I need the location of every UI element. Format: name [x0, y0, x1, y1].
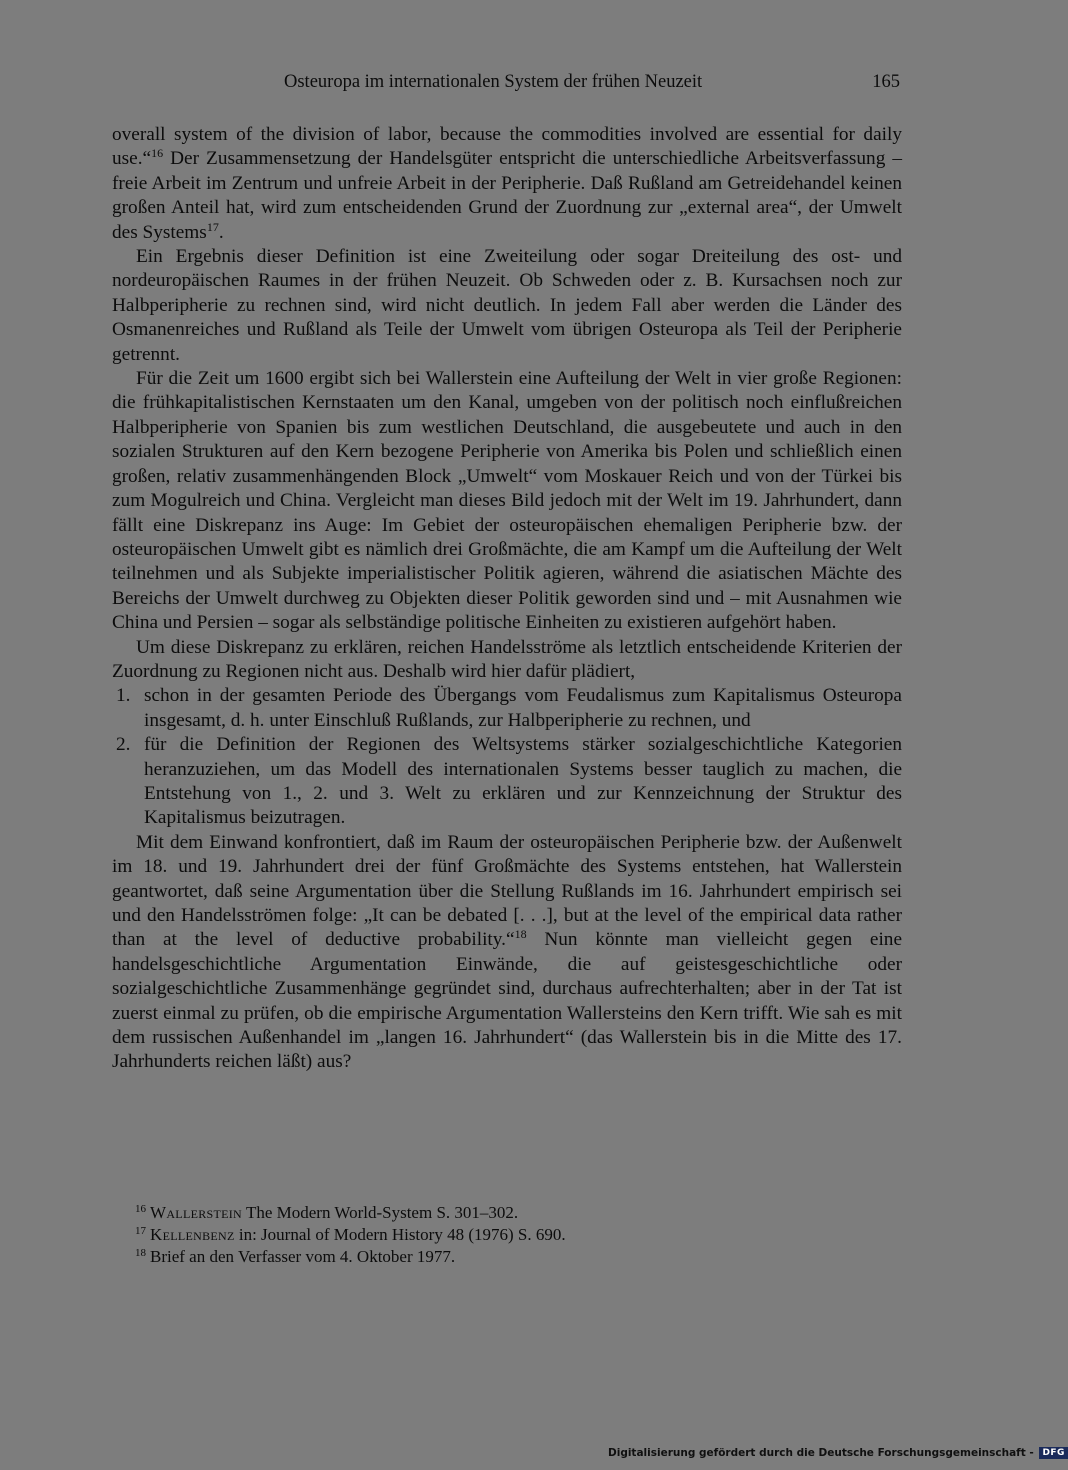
- footnote-16: [135, 1202, 835, 1224]
- body-text: [112, 123, 902, 1075]
- paragraph-1-text-a: overall system of the division of labor, because the commodities involved are essential for daily use.“: [112, 124, 902, 170]
- paragraph-4: Um diese Diskrepanz zu erklären, reichen Handelsströme als letztlich entscheidende Kriterien der Zuordnung zu Regionen nicht aus. Deshalb wird hier dafür plädiert,: [112, 636, 902, 682]
- paragraph-1-text-b: Der Zusammensetzung der Handelsgüter entspricht die unterschiedliche Arbeitsverfassung – freie Arbeit im Zentrum und unfreie Arbeit in der Peripherie. Daß Rußland am Getreidehandel keinen großen Anteil hat, wird zum entscheidenden Grund der Zuordnung zur „external area“, der Umwelt des Systems: [112, 148, 902, 243]
- paragraph-5: [112, 831, 902, 1075]
- running-title: Osteuropa im internationalen System der frühen Neuzeit: [284, 72, 703, 92]
- paragraph-5-text-b: Nun könnte man vielleicht gegen eine handelsgeschichtliche Argumentation Einwände, die auf geistesgeschichtliche oder sozialgeschichtliche Zusammenhänge gegründet sind, durchaus aufrechterhalten; aber in der Tat ist zuerst einmal zu prüfen, ob die empirische Argumentation Wallersteins den Kern trifft. Wie sah es mit dem russischen Außenhandel im „langen 16. Jahrhundert“ (das Wallerstein bis in die Mitte des 17. Jahrhunderts reichen läßt) aus?: [112, 929, 902, 1073]
- paragraph-3: Für die Zeit um 1600 ergibt sich bei Wallerstein eine Aufteilung der Welt in vier große Regionen: die frühkapitalistischen Kernstaaten um den Kanal, umgeben von der politisch noch einflußreichen Halbperipherie von Spanien bis zum westlichen Deutschland, die ausgebeutete und auch in den sozialen Strukturen auf den Kern bezogene Peripherie von Amerika bis Polen und schließlich einen großen, relativ zusammenhängenden Block „Umwelt“ vom Moskauer Reich und von der Türkei bis zum Mogulreich und China. Vergleicht man dieses Bild jedoch mit der Welt im 19. Jahrhundert, dann fällt eine Diskrepanz ins Auge: Im Gebiet der osteuropäischen ehemaligen Peripherie bzw. der osteuropäischen Umwelt gibt es nämlich drei Großmächte, die am Kampf um die Aufteilung der Welt teilnehmen und als Subjekte imperialistischer Politik agieren, während die asiatischen Mächte des Bereichs der Umwelt durchweg zu Objekten dieser Politik geworden sind und – mit Ausnahmen wie China und Persien – sogar als selbständige politische Einheiten zu existieren aufgehört haben.: [112, 368, 902, 634]
- footnotes: [135, 1202, 835, 1268]
- footnote-ref-18[interactable]: 18: [514, 927, 527, 942]
- page-number: 165: [872, 72, 900, 92]
- dfg-logo-icon: DFG: [1039, 1447, 1068, 1459]
- list-item: [112, 733, 902, 831]
- paragraph-5-text-a: Mit dem Einwand konfrontiert, daß im Raum der osteuropäischen Peripherie bzw. der Außenwelt im 18. und 19. Jahrhundert drei der fünf Großmächte des Systems entstehen, hat Wallerstein geantwortet, daß seine Argumentation über die Stellung Rußlands im 16. Jahrhundert empirisch sei und den Handelsströmen folge: „It can be debated [. . .], but at the level of the empirical data rather than at the level of deductive probability.“: [112, 831, 902, 951]
- numbered-list: [112, 684, 902, 830]
- footnote-text: Brief an den Verfasser vom 4. Oktober 1977.: [150, 1247, 456, 1266]
- list-item-number: 1.: [116, 685, 131, 707]
- footnote-ref-16[interactable]: 16: [151, 146, 164, 161]
- paragraph-1-text-c: .: [218, 221, 224, 243]
- footnote-number: 18: [135, 1247, 146, 1259]
- footnote-17: [135, 1224, 835, 1246]
- footnote-number: 17: [135, 1225, 146, 1237]
- paragraph-2: Ein Ergebnis dieser Definition ist eine Zweiteilung oder sogar Dreiteilung des ost- und nordeuropäischen Raumes in der frühen Neuzeit. Ob Schweden oder z. B. Kursachsen noch zur Halbperipherie zu rechnen sind, wird nicht deutlich. In jedem Fall aber werden die Länder des Osmanenreiches und Rußland als Teile der Umwelt vom übrigen Osteuropa als Teil der Peripherie getrennt.: [112, 246, 902, 365]
- footnote-author: Wallerstein: [150, 1203, 243, 1222]
- footnote-text: The Modern World-System S. 301–302.: [242, 1203, 519, 1222]
- list-item-number: 2.: [116, 734, 131, 756]
- list-item-text: für die Definition der Regionen des Weltsystems stärker sozialgeschichtliche Kategorien heranzuziehen, um das Modell des internationalen Systems besser tauglich zu machen, die Entstehung von 1., 2. und 3. Welt zu erklären und zur Kennzeichnung der Struktur des Kapitalismus beizutragen.: [144, 734, 902, 829]
- paragraph-1: [112, 123, 902, 245]
- credit-text: Digitalisierung gefördert durch die Deutsche Forschungsgemeinschaft -: [608, 1447, 1034, 1459]
- footnote-text: in: Journal of Modern History 48 (1976) S. 690.: [234, 1225, 566, 1244]
- list-item: [112, 684, 902, 733]
- digitization-credit: [608, 1447, 1065, 1467]
- footnote-author: Kellenbenz: [150, 1225, 235, 1244]
- list-item-text: schon in der gesamten Periode des Übergangs vom Feudalismus zum Kapitalismus Osteuropa insgesamt, d. h. unter Einschluß Rußlands, zur Halbperipherie zu rechnen, und: [144, 685, 902, 731]
- footnote-ref-17[interactable]: 17: [206, 219, 219, 234]
- running-header: [112, 72, 900, 102]
- footnote-18: [135, 1246, 835, 1268]
- footnote-number: 16: [135, 1203, 146, 1215]
